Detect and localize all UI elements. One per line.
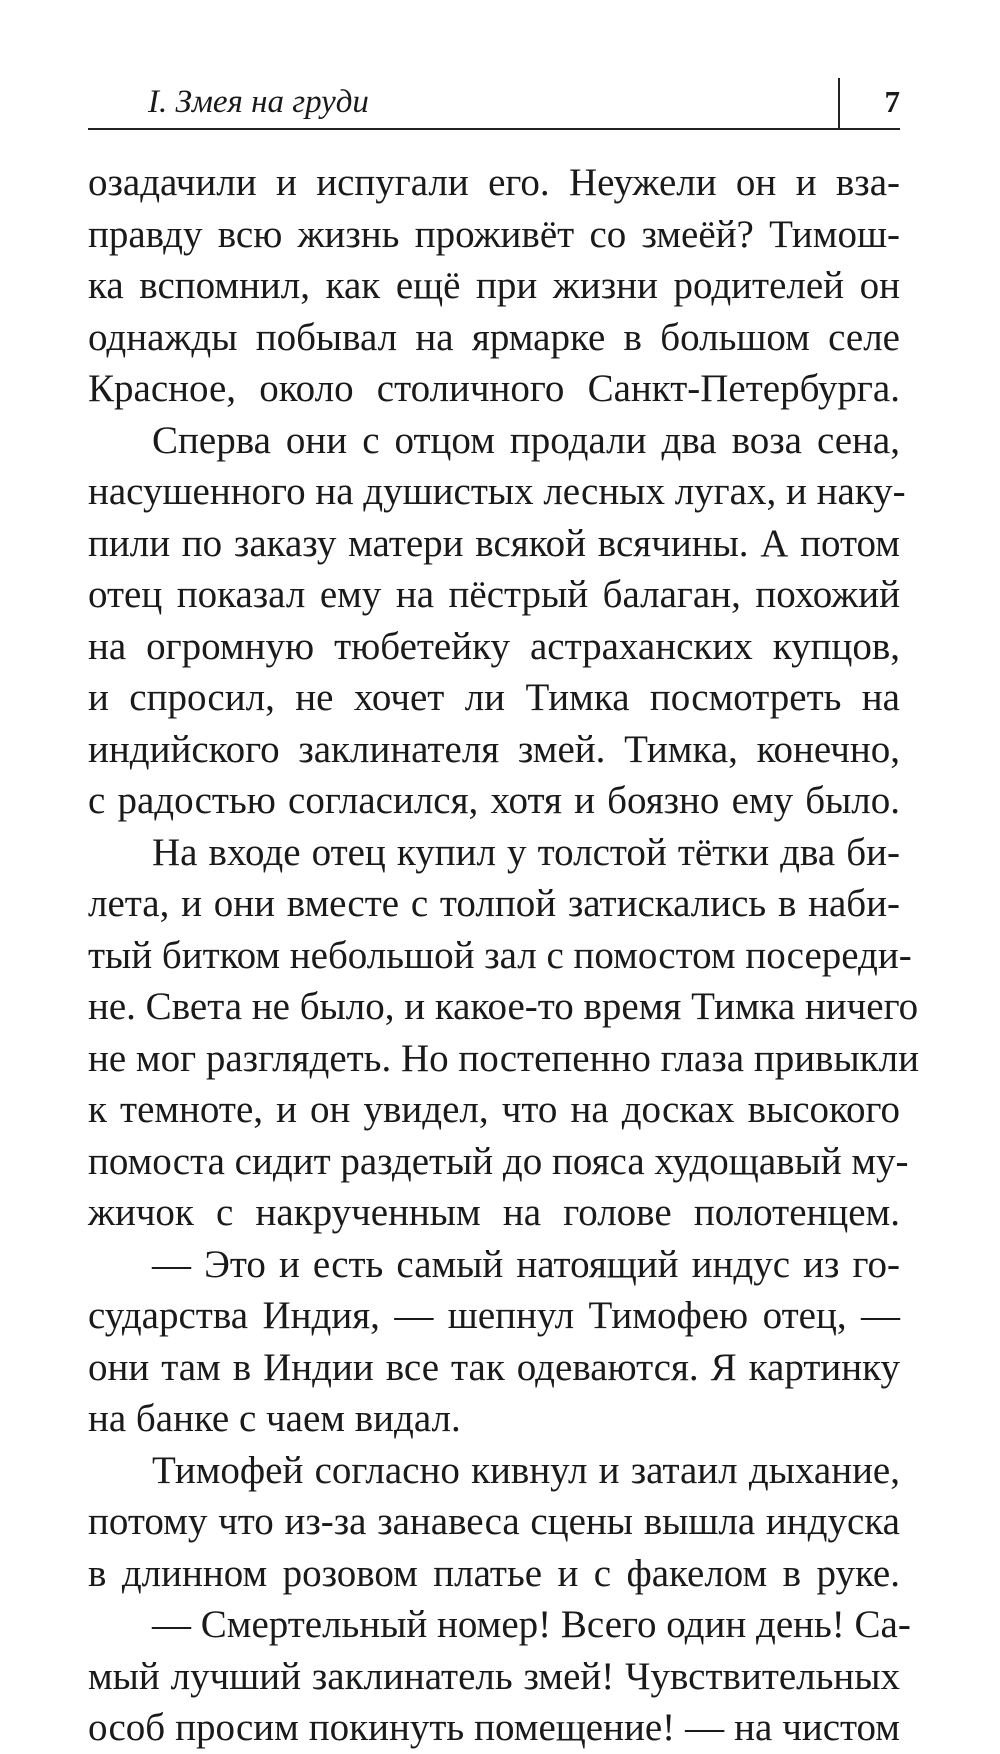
text-line: помоста сидит раздетый до пояса худощавый му- <box>88 1139 909 1183</box>
text-line: на огромную тюбетейку астраханских купцов, <box>88 624 900 668</box>
paragraph-start-line: Сперва они с отцом продали два воза сена, <box>152 418 900 462</box>
text-line: Красное, около столичного Санкт-Петербурга. <box>88 367 900 410</box>
text-line: пили по заказу матери всякой всячины. А потом <box>88 521 900 565</box>
body-text <box>88 157 919 1754</box>
text-line: правду всю жизнь проживёт со змеёй? Тимош- <box>88 212 900 256</box>
text-line: однажды побывал на ярмарке в большом селе <box>88 315 900 359</box>
text-line: тый битком небольшой зал с помостом посереди- <box>88 933 912 977</box>
text-line: особ просим покинуть помещение! — на чистом <box>88 1706 900 1749</box>
text-line: насушенного на душистых лесных лугах, и наку- <box>88 470 906 513</box>
text-line: лета, и они вместе с толпой затискались в наби- <box>88 882 900 925</box>
text-line: индийского заклинателя змей. Тимка, конечно, <box>88 727 900 771</box>
text-line: ка вспомнил, как ещё при жизни родителей он <box>88 264 900 307</box>
paragraph-start-line: Тимофей согласно кивнул и затаил дыхание, <box>152 1448 900 1492</box>
text-line: сударства Индия, — шепнул Тимофею отец, — <box>88 1294 900 1337</box>
text-line: к темноте, и он увидел, что на досках высокого <box>88 1088 900 1131</box>
text-line: не мог разглядеть. Но постепенно глаза привыкли <box>88 1036 919 1080</box>
running-head <box>88 78 900 130</box>
text-line: жичок с накрученным на голове полотенцем. <box>88 1191 900 1234</box>
text-line: мый лучший заклинатель змей! Чувствительных <box>88 1654 900 1698</box>
page-number: 7 <box>884 84 900 119</box>
text-line: с радостью согласился, хотя и боязно ему было. <box>88 779 900 822</box>
paragraph-start-line: — Это и есть самый натоящий индус из го- <box>152 1242 900 1286</box>
paragraph-end-line: на банке с чаем видал. <box>88 1397 461 1440</box>
text-line: не. Света не было, и какое-то время Тимка ничего <box>88 985 919 1028</box>
chapter-title: I. Змея на груди <box>148 84 369 120</box>
text-line: озадачили и испугали его. Неужели он и вза- <box>88 161 900 204</box>
text-line: в длинном розовом платье и с факелом в руке. <box>88 1551 900 1595</box>
text-line: отец показал ему на пёстрый балаган, похожий <box>88 573 900 616</box>
text-line: потому что из-за занавеса сцены вышла индуска <box>88 1500 900 1543</box>
paragraph-start-line: На входе отец купил у толстой тётки два би- <box>152 830 900 874</box>
paragraph-start-line: — Смертельный номер! Всего один день! Са- <box>152 1603 911 1646</box>
text-line: и спросил, не хочет ли Тимка посмотреть на <box>88 676 900 719</box>
text-line: они там в Индии все так одеваются. Я картинку <box>88 1345 900 1389</box>
